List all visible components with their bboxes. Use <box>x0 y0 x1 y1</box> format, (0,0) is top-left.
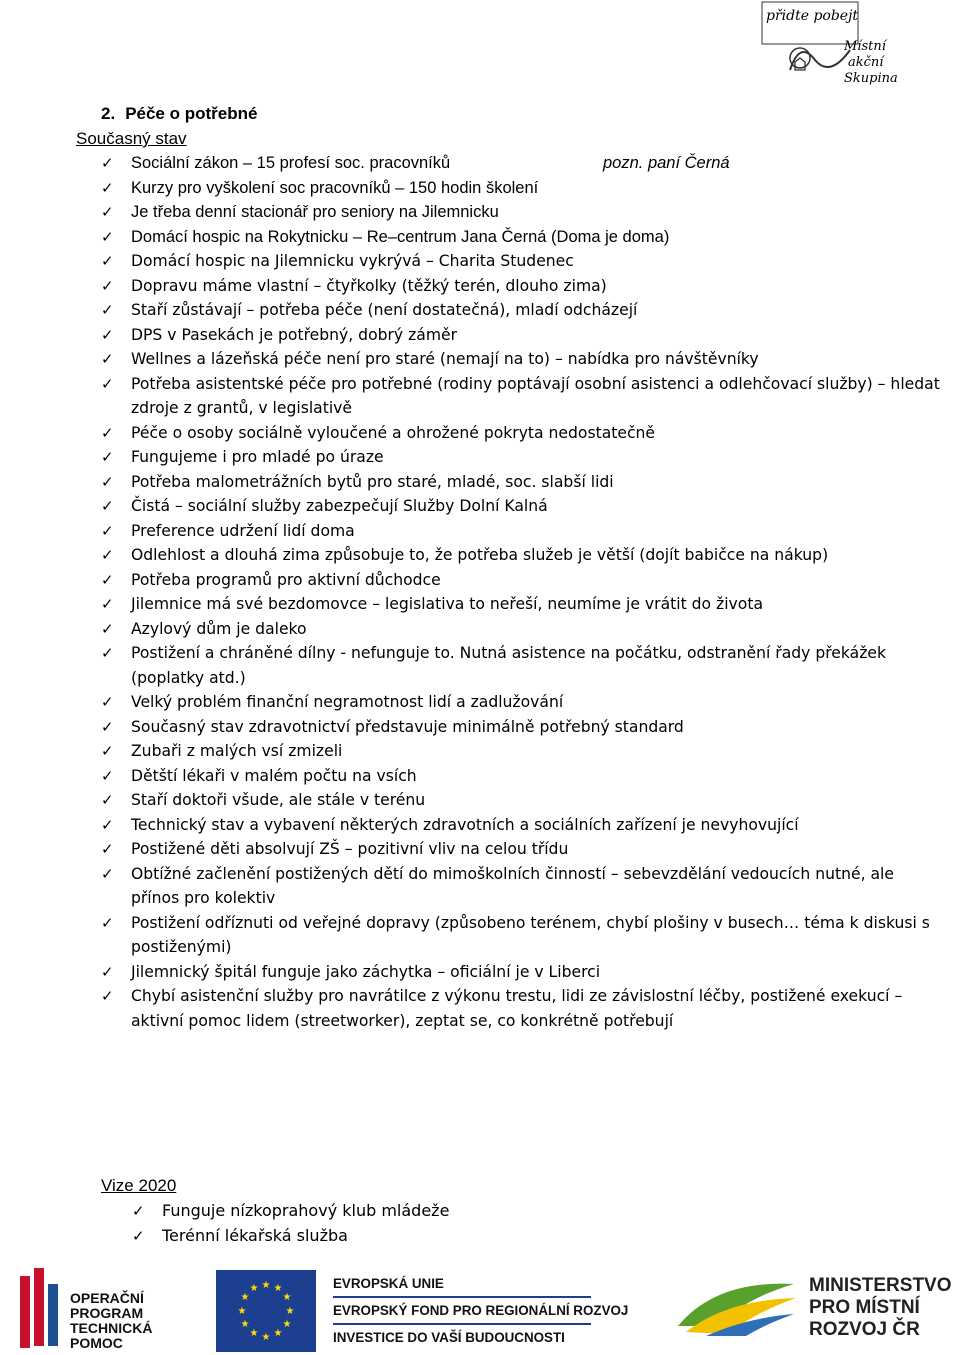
check-icon: ✓ <box>101 374 114 393</box>
check-icon: ✓ <box>101 791 114 809</box>
mmr-text: MINISTERSTVO PRO MÍSTNÍ ROZVOJ ČR <box>809 1275 952 1340</box>
vize-item <box>132 1199 449 1224</box>
list-item-text: Fungujeme i pro mladé po úraze <box>131 448 384 466</box>
check-icon: ✓ <box>101 301 114 319</box>
logo-side-3: Skupina <box>844 71 898 86</box>
list-item-note: pozn. paní Černá <box>603 154 730 172</box>
check-icon: ✓ <box>132 1202 145 1220</box>
list-item <box>101 445 941 470</box>
list-item <box>101 200 941 225</box>
check-icon: ✓ <box>101 962 114 981</box>
svg-text:★: ★ <box>240 1292 250 1303</box>
list-item <box>101 641 941 690</box>
check-icon: ✓ <box>101 815 114 834</box>
list-item <box>101 494 941 519</box>
list-item <box>101 249 941 274</box>
svg-text:★: ★ <box>273 1283 283 1294</box>
vize-item-text: Funguje nízkoprahový klub mládeže <box>162 1201 450 1220</box>
list-item-text: Staří zůstávají – potřeba péče (není dostatečná), mladí odcházejí <box>131 301 638 319</box>
svg-text:★: ★ <box>249 1283 259 1294</box>
check-icon: ✓ <box>101 864 114 883</box>
logo-top-text: přidte pobejt <box>766 8 859 24</box>
list-item <box>101 519 941 544</box>
list-item-text: Je třeba denní stacionář pro seniory na Jilemnicku <box>131 203 499 221</box>
eu-text: EVROPSKÁ UNIE EVROPSKÝ FOND PRO REGIONÁLNÍ ROZVOJ INVESTICE DO VAŠÍ BUDOUCNOSTI <box>333 1276 629 1345</box>
check-icon: ✓ <box>101 154 114 172</box>
list-item-text: Staří doktoři všude, ale stále v terénu <box>131 791 426 809</box>
list-item-text: Technický stav a vybavení některých zdravotních a sociálních zařízení je nevyhovující <box>131 815 799 834</box>
check-icon: ✓ <box>101 840 114 858</box>
list-item <box>101 470 941 495</box>
op-text: OPERAČNÍ PROGRAM TECHNICKÁ POMOC <box>70 1290 153 1351</box>
vize-list <box>132 1199 449 1248</box>
list-item-text: Dětští lékaři v malém počtu na vsích <box>131 766 417 785</box>
list-item-text: Čistá – sociální služby zabezpečují Služby Dolní Kalná <box>131 497 548 515</box>
svg-text:★: ★ <box>261 1280 271 1291</box>
vize-item-text: Terénní lékařská služba <box>162 1225 348 1245</box>
check-icon: ✓ <box>101 546 114 564</box>
list-item-text: Preference udržení lidí doma <box>131 521 355 540</box>
list-item-text: Odlehlost a dlouhá zima způsobuje to, že potřeba služeb je větší (dojít babičce na nákup) <box>131 546 829 564</box>
mmr-logo-icon <box>676 1278 798 1338</box>
list-item-text: Péče o osoby sociálně vyloučené a ohrožené pokryta nedostatečně <box>131 423 656 442</box>
logo-side-1: Místní <box>844 39 886 54</box>
section-title: Péče o potřebné <box>125 104 258 123</box>
list-item <box>101 984 941 1033</box>
svg-text:★: ★ <box>282 1292 292 1303</box>
check-icon: ✓ <box>101 987 114 1005</box>
vize-item <box>132 1224 449 1249</box>
list-item-text: Chybí asistenční služby pro navrátilce z výkonu trestu, lidi ze závislostní léčby, postižené exekucí – aktivní pomoc lidem (streetworker), zeptat se, co konkrétně potřebují <box>131 987 903 1030</box>
section-subtitle: Současný stav <box>76 129 187 148</box>
check-icon: ✓ <box>101 521 114 540</box>
list-item-text: Jilemnický špitál funguje jako záchytka – oficiální je v Liberci <box>131 962 601 981</box>
list-item <box>101 617 941 642</box>
logo-side-2: akční <box>848 55 884 70</box>
check-icon: ✓ <box>101 276 114 295</box>
check-icon: ✓ <box>101 227 114 246</box>
check-icon: ✓ <box>101 766 114 785</box>
footer-logos <box>0 1262 960 1355</box>
list-item-text: Zubaři z malých vsí zmizeli <box>131 742 343 760</box>
list-item <box>101 298 941 323</box>
check-icon: ✓ <box>101 497 114 515</box>
svg-text:★: ★ <box>240 1319 250 1330</box>
list-item-text: Postižení a chráněné dílny - nefunguje to. Nutná asistence na počátku, odstranění řady překážek (poplatky atd.) <box>131 644 887 687</box>
check-icon: ✓ <box>101 325 114 344</box>
list-item <box>101 813 941 838</box>
list-item <box>101 837 941 862</box>
check-icon: ✓ <box>101 644 114 662</box>
section-number: 2. <box>101 104 116 123</box>
list-item <box>101 176 941 201</box>
list-item-text: Postižené děti absolvují ZŠ – pozitivní vliv na celou třídu <box>131 840 569 858</box>
list-item-text: Velký problém finanční negramotnost lidí a zadlužování <box>131 693 564 711</box>
check-icon: ✓ <box>101 570 114 589</box>
list-item-text: Dopravu máme vlastní – čtyřkolky (těžký terén, dlouho zima) <box>131 276 607 295</box>
list-item-text: Kurzy pro vyškolení soc pracovníků – 150 hodin školení <box>131 178 539 197</box>
list-item <box>101 911 941 960</box>
current-state-list <box>101 151 941 1033</box>
list-item-text: Domácí hospic na Rokytnicku – Re–centrum Jana Černá (Doma je doma) <box>131 227 670 246</box>
check-icon: ✓ <box>101 472 114 491</box>
list-item-text: Postižení odříznuti od veřejné dopravy (způsobeno terénem, chybí plošiny v busech… téma k diskusi s postiženými) <box>131 913 930 956</box>
list-item-text: Wellnes a lázeňská péče není pro staré (nemají na to) – nabídka pro návštěvníky <box>131 350 759 368</box>
svg-text:★: ★ <box>261 1332 271 1343</box>
list-item <box>101 960 941 985</box>
check-icon: ✓ <box>101 742 114 760</box>
svg-text:★: ★ <box>237 1306 247 1317</box>
list-item <box>101 372 941 421</box>
check-icon: ✓ <box>101 717 114 736</box>
list-item-text: Jilemnice má své bezdomovce – legislativa to neřeší, neumíme je vrátit do života <box>131 595 763 613</box>
list-item-text: Potřeba programů pro aktivní důchodce <box>131 570 441 589</box>
svg-text:★: ★ <box>282 1319 292 1330</box>
check-icon: ✓ <box>132 1226 145 1245</box>
check-icon: ✓ <box>101 203 114 221</box>
list-item-text: DPS v Pasekách je potřebný, dobrý záměr <box>131 325 458 344</box>
vize-title: Vize 2020 <box>101 1176 177 1195</box>
list-item-text: Sociální zákon – 15 profesí soc. pracovníků <box>131 154 451 172</box>
list-item <box>101 715 941 740</box>
check-icon: ✓ <box>101 595 114 613</box>
svg-text:★: ★ <box>249 1328 259 1339</box>
list-item <box>101 347 941 372</box>
list-item <box>101 862 941 911</box>
check-icon: ✓ <box>101 619 114 638</box>
check-icon: ✓ <box>101 448 114 466</box>
list-item-text: Domácí hospic na Jilemnicku vykrývá – Charita Studenec <box>131 252 574 270</box>
check-icon: ✓ <box>101 913 114 932</box>
list-item-text: Azylový dům je daleko <box>131 619 307 638</box>
list-item <box>101 323 941 348</box>
list-item <box>101 421 941 446</box>
check-icon: ✓ <box>101 252 114 270</box>
list-item <box>101 274 941 299</box>
eu-flag-icon <box>216 1270 316 1352</box>
svg-text:★: ★ <box>285 1306 295 1317</box>
list-item <box>101 739 941 764</box>
svg-text:★: ★ <box>273 1328 283 1339</box>
check-icon: ✓ <box>101 693 114 711</box>
list-item <box>101 151 941 176</box>
check-icon: ✓ <box>101 423 114 442</box>
list-item <box>101 764 941 789</box>
list-item-text: Potřeba asistentské péče pro potřebné (rodiny poptávají osobní asistenci a odlehčovací služby) – hledat zdroje z grantů, v legislativě <box>131 374 940 417</box>
list-item <box>101 568 941 593</box>
section-heading <box>101 104 257 124</box>
mas-logo <box>760 0 908 98</box>
check-icon: ✓ <box>101 350 114 368</box>
list-item <box>101 543 941 568</box>
list-item-text: Obtížné začlenění postižených dětí do mimoškolních činností – sebevzdělání vedoucích nutné, ale přínos pro kolektiv <box>131 864 894 907</box>
list-item <box>101 788 941 813</box>
list-item-text: Současný stav zdravotnictví představuje minimálně potřebný standard <box>131 717 684 736</box>
list-item <box>101 690 941 715</box>
list-item-text: Potřeba malometrážních bytů pro staré, mladé, soc. slabší lidi <box>131 472 614 491</box>
check-icon: ✓ <box>101 178 114 197</box>
list-item <box>101 592 941 617</box>
list-item <box>101 225 941 250</box>
